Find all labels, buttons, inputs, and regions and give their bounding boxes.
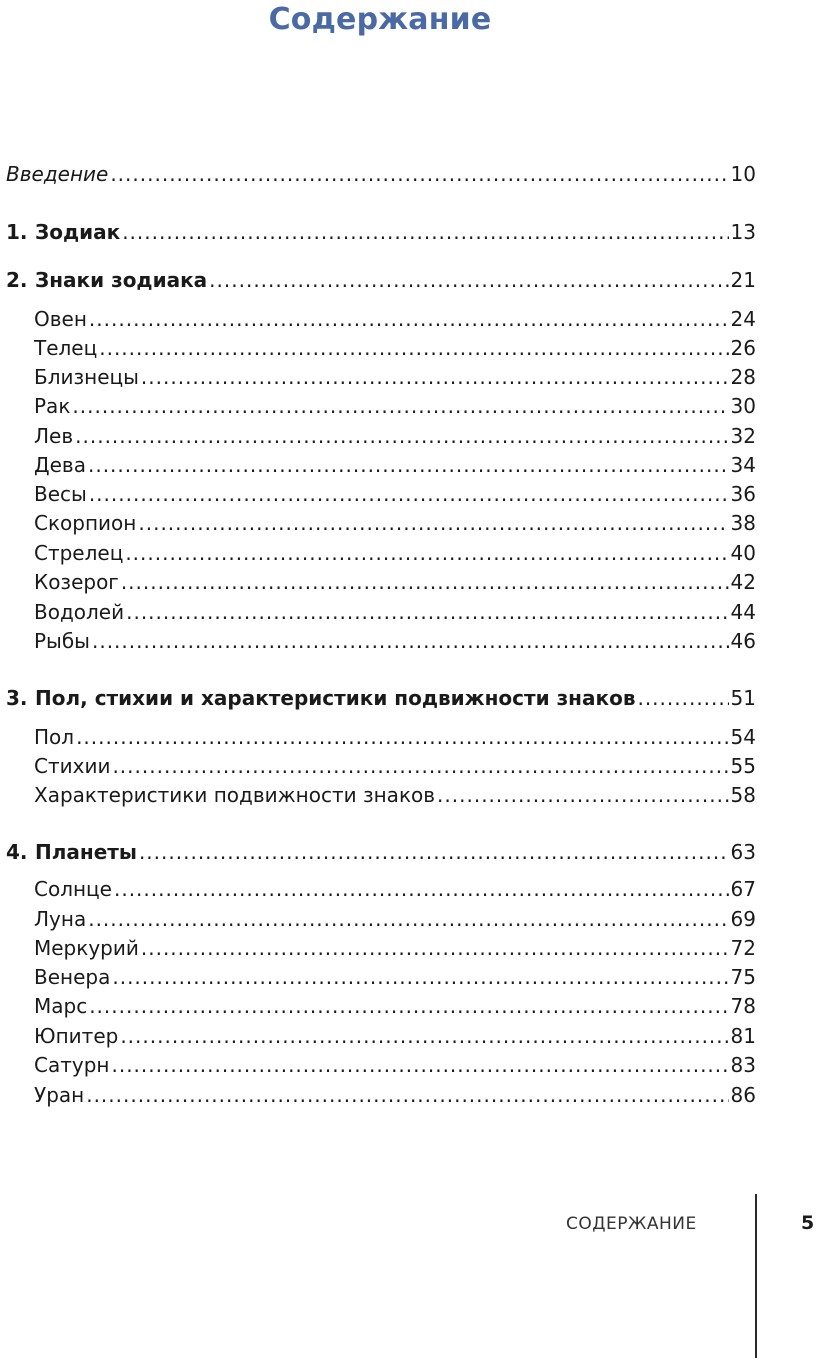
toc-entry-page: 42	[730, 570, 756, 594]
toc-subentry[interactable]	[34, 1053, 756, 1077]
toc-entry-page: 81	[730, 1024, 756, 1048]
toc-subentry[interactable]	[34, 336, 756, 360]
toc-entry-label: Скорпион	[34, 511, 137, 535]
toc-entry-label: Близнецы	[34, 365, 139, 389]
toc-chapter-3[interactable]	[6, 686, 756, 710]
toc-entry-label: Марс	[34, 994, 88, 1018]
chapter-number: 1.	[6, 220, 28, 244]
toc-entry-page: 78	[730, 994, 756, 1018]
leader-dots	[125, 541, 728, 565]
toc-entry-page: 46	[730, 629, 756, 653]
leader-dots	[89, 994, 728, 1018]
toc-entry-page: 40	[730, 541, 756, 565]
toc-entry-page: 24	[730, 307, 756, 331]
toc-entry-page: 28	[730, 365, 756, 389]
leader-dots	[110, 162, 728, 186]
toc-entry-page: 72	[730, 936, 756, 960]
toc-entry-intro[interactable]	[6, 162, 756, 186]
toc-subentry[interactable]	[34, 629, 756, 653]
toc-entry-label: Уран	[34, 1083, 85, 1107]
toc-entry-page: 36	[730, 482, 756, 506]
toc-subentry[interactable]	[34, 1083, 756, 1107]
toc-entry-label: Стихии	[34, 754, 111, 778]
toc-chapter-label	[6, 220, 120, 244]
toc-entry-label: Юпитер	[34, 1024, 119, 1048]
leader-dots	[209, 268, 728, 292]
toc-chapter-1[interactable]	[6, 220, 756, 244]
toc-subentry[interactable]	[34, 453, 756, 477]
toc-subentry[interactable]	[34, 754, 756, 778]
toc-entry-label: Стрелец	[34, 541, 124, 565]
leader-dots	[122, 220, 728, 244]
toc-entry-label: Меркурий	[34, 936, 139, 960]
toc-entry-page: 13	[730, 220, 756, 244]
toc-chapter-label	[6, 686, 635, 710]
toc-entry-page: 75	[730, 965, 756, 989]
leader-dots	[141, 365, 729, 389]
toc-subentry[interactable]	[34, 511, 756, 535]
leader-dots	[114, 877, 729, 901]
running-footer-section: СОДЕРЖАНИЕ	[566, 1214, 697, 1234]
leader-dots	[139, 840, 729, 864]
leader-dots	[99, 336, 728, 360]
leader-dots	[141, 936, 729, 960]
leader-dots	[76, 725, 728, 749]
toc-entry-page: 58	[730, 783, 756, 807]
chapter-title: Знаки зодиака	[35, 268, 208, 292]
leader-dots	[120, 1024, 728, 1048]
toc-entry-page: 86	[730, 1083, 756, 1107]
leader-dots	[88, 907, 728, 931]
toc-entry-label: Рыбы	[34, 629, 90, 653]
toc-chapter-label	[6, 268, 207, 292]
toc-entry-page: 38	[730, 511, 756, 535]
toc-subentry[interactable]	[34, 907, 756, 931]
toc-entry-page: 83	[730, 1053, 756, 1077]
toc-chapter-2[interactable]	[6, 268, 756, 292]
toc-subentry[interactable]	[34, 1024, 756, 1048]
toc-subentry[interactable]	[34, 936, 756, 960]
toc-entry-label: Дева	[34, 453, 86, 477]
leader-dots	[86, 1083, 728, 1107]
leader-dots	[89, 307, 729, 331]
toc-entry-label: Сатурн	[34, 1053, 110, 1077]
toc-chapter-label	[6, 840, 137, 864]
leader-dots	[88, 453, 729, 477]
toc-chapter-4[interactable]	[6, 840, 756, 864]
toc-subentry[interactable]	[34, 307, 756, 331]
toc-entry-page: 32	[730, 424, 756, 448]
toc-entry-label: Водолей	[34, 600, 125, 624]
leader-dots	[75, 424, 728, 448]
toc-entry-page: 26	[730, 336, 756, 360]
toc-subentry[interactable]	[34, 365, 756, 389]
leader-dots	[121, 570, 729, 594]
page-number: 5	[801, 1212, 815, 1234]
leader-dots	[89, 482, 729, 506]
chapter-number: 3.	[6, 686, 28, 710]
toc-subentry[interactable]	[34, 570, 756, 594]
toc-subentry[interactable]	[34, 424, 756, 448]
toc-entry-label: Овен	[34, 307, 87, 331]
toc-subentry[interactable]	[34, 877, 756, 901]
toc-subentry[interactable]	[34, 394, 756, 418]
toc-entry-page: 34	[730, 453, 756, 477]
toc-entry-label: Характеристики подвижности знаков	[34, 783, 436, 807]
toc-subentry[interactable]	[34, 482, 756, 506]
leader-dots	[112, 965, 728, 989]
toc-subentry[interactable]	[34, 600, 756, 624]
toc-entry-page: 21	[730, 268, 756, 292]
toc-entry-page: 54	[730, 725, 756, 749]
toc-entry-label: Пол	[34, 725, 75, 749]
toc-subentry[interactable]	[34, 965, 756, 989]
leader-dots	[111, 1053, 728, 1077]
toc-subentry[interactable]	[34, 783, 756, 807]
toc-entry-label: Введение	[6, 162, 109, 186]
toc-entry-label: Телец	[34, 336, 98, 360]
toc-subentry[interactable]	[34, 725, 756, 749]
toc-entry-label: Луна	[34, 907, 87, 931]
leader-dots	[437, 783, 729, 807]
toc-entry-page: 51	[730, 686, 756, 710]
toc-entry-label: Солнце	[34, 877, 112, 901]
toc-entry-page: 55	[730, 754, 756, 778]
toc-entry-page: 10	[730, 162, 756, 186]
chapter-number: 2.	[6, 268, 28, 292]
leader-dots	[112, 754, 728, 778]
toc-subentry[interactable]	[34, 994, 756, 1018]
chapter-title: Зодиак	[35, 220, 121, 244]
toc-entry-label: Лев	[34, 424, 74, 448]
page-title: Содержание	[268, 2, 492, 37]
leader-dots	[637, 686, 728, 710]
leader-dots	[92, 629, 729, 653]
toc-entry-page: 67	[730, 877, 756, 901]
leader-dots	[72, 394, 728, 418]
toc-entry-label: Весы	[34, 482, 87, 506]
toc-subentry[interactable]	[34, 541, 756, 565]
toc-entry-page: 30	[730, 394, 756, 418]
chapter-title: Планеты	[35, 840, 137, 864]
toc-entry-page: 69	[730, 907, 756, 931]
toc-entry-label: Рак	[34, 394, 71, 418]
toc-entry-page: 63	[730, 840, 756, 864]
toc-entry-label: Козерог	[34, 570, 119, 594]
leader-dots	[138, 511, 728, 535]
footer-divider	[755, 1194, 757, 1358]
toc-entry-page: 44	[730, 600, 756, 624]
chapter-title: Пол, стихии и характеристики подвижности знаков	[35, 686, 636, 710]
toc-entry-label: Венера	[34, 965, 111, 989]
leader-dots	[126, 600, 728, 624]
chapter-number: 4.	[6, 840, 28, 864]
